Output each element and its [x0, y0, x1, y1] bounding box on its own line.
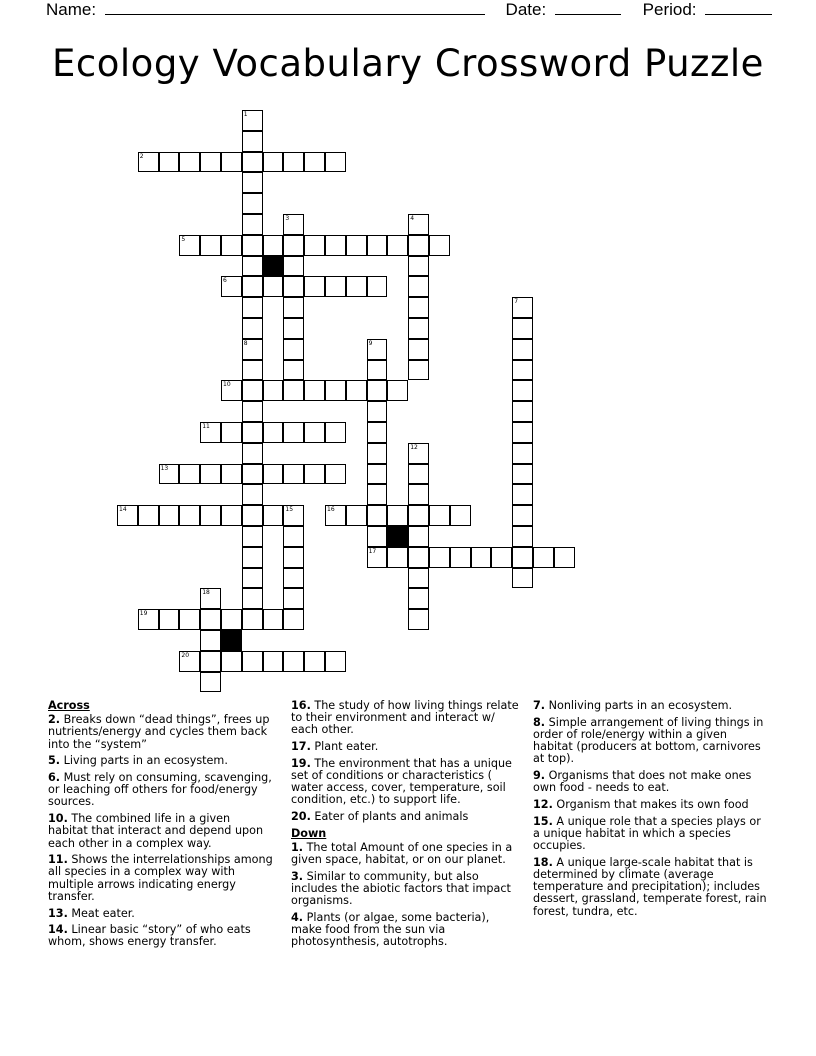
grid-cell[interactable] [325, 235, 346, 256]
clue-item [48, 813, 273, 850]
grid-cell[interactable] [200, 464, 221, 485]
grid-cell[interactable] [242, 588, 263, 609]
clue-item [533, 799, 769, 811]
clue-item [48, 854, 273, 903]
grid-cell[interactable] [283, 339, 304, 360]
grid-cell[interactable] [200, 630, 221, 651]
clue-text: The total Amount of one species in a given space, habitat, or on our planet. [291, 841, 513, 867]
grid-cell[interactable] [283, 152, 304, 173]
grid-cell[interactable] [159, 609, 180, 630]
clue-number-label: 1. [291, 841, 304, 855]
grid-cell[interactable] [242, 152, 263, 173]
clue-item [533, 700, 769, 712]
grid-cell[interactable] [429, 505, 450, 526]
grid-cell[interactable] [221, 505, 242, 526]
grid-cell[interactable] [242, 172, 263, 193]
grid-cell[interactable] [367, 526, 388, 547]
grid-cell[interactable] [304, 276, 325, 297]
grid-cell[interactable] [283, 360, 304, 381]
clue-text: Plant eater. [310, 740, 379, 754]
name-label: Name: [46, 0, 97, 19]
clue-text: Linear basic “story” of who eats whom, shows energy transfer. [48, 923, 251, 949]
clue-text: Organisms that does not make ones own food - needs to eat. [533, 769, 752, 795]
grid-cell[interactable] [242, 505, 263, 526]
clue-number: 7 [514, 298, 519, 306]
black-cell [263, 256, 284, 277]
clue-number-label: 14. [48, 923, 68, 937]
clue-number: 5 [181, 235, 186, 243]
grid-cell[interactable] [263, 422, 284, 443]
clue-item [533, 770, 769, 794]
clue-text: Plants (or algae, some bacteria), make food from the sun via photosynthesis, autotrophs. [291, 911, 490, 949]
grid-cell[interactable] [221, 380, 242, 401]
clue-item [48, 772, 273, 809]
grid-cell[interactable] [263, 235, 284, 256]
grid-cell[interactable] [325, 152, 346, 173]
grid-cell[interactable] [283, 568, 304, 589]
clue-item [291, 700, 523, 737]
grid-cell[interactable] [283, 235, 304, 256]
grid-cell[interactable] [346, 235, 367, 256]
grid-cell[interactable] [408, 214, 429, 235]
grid-cell[interactable] [367, 380, 388, 401]
grid-cell[interactable] [387, 380, 408, 401]
grid-cell[interactable] [346, 276, 367, 297]
grid-cell[interactable] [242, 297, 263, 318]
grid-cell[interactable] [242, 339, 263, 360]
grid-cell[interactable] [283, 297, 304, 318]
clue-text: Nonliving parts in an ecosystem. [545, 699, 733, 712]
clue-number-label: 15. [533, 814, 553, 828]
grid-cell[interactable] [242, 360, 263, 381]
clue-number-label: 18. [533, 855, 553, 869]
grid-cell[interactable] [242, 110, 263, 131]
clues-column-3 [533, 700, 769, 922]
grid-cell[interactable] [159, 464, 180, 485]
grid-cell[interactable] [221, 235, 242, 256]
grid-cell[interactable] [179, 505, 200, 526]
clue-text: The study of how living things relate to their environment and interact w/ each other. [291, 699, 519, 737]
clue-text: Organism that makes its own food [552, 797, 749, 811]
grid-cell[interactable] [242, 131, 263, 152]
grid-cell[interactable] [221, 464, 242, 485]
grid-cell[interactable] [304, 152, 325, 173]
clue-text: Eater of plants and animals [310, 810, 469, 824]
grid-cell[interactable] [304, 464, 325, 485]
clue-text: Simple arrangement of living things in order of role/energy within a given habitat (producers at bottom, carnivores at top). [533, 715, 764, 766]
grid-cell[interactable] [512, 297, 533, 318]
clue-number: 17 [368, 547, 377, 555]
grid-cell[interactable] [200, 152, 221, 173]
clue-number: 9 [368, 339, 373, 347]
clue-number: 16 [327, 506, 335, 514]
grid-cell[interactable] [408, 360, 429, 381]
clue-item [291, 741, 523, 753]
clue-item [291, 811, 523, 823]
grid-cell[interactable] [242, 526, 263, 547]
clue-number-label: 20. [291, 810, 311, 824]
grid-cell[interactable] [242, 464, 263, 485]
grid-cell[interactable] [283, 505, 304, 526]
clue-number: 19 [139, 610, 148, 618]
clue-number-label: 6. [48, 771, 61, 785]
clue-number-label: 8. [533, 715, 546, 729]
grid-cell[interactable] [367, 505, 388, 526]
grid-cell[interactable] [408, 526, 429, 547]
grid-cell[interactable] [512, 401, 533, 422]
clue-item [291, 871, 523, 908]
grid-cell[interactable] [325, 505, 346, 526]
clue-number-label: 7. [533, 699, 546, 712]
grid-cell[interactable] [242, 484, 263, 505]
grid-cell[interactable] [242, 443, 263, 464]
clue-number-label: 4. [291, 911, 304, 925]
clue-number: 10 [223, 381, 231, 389]
grid-cell[interactable] [512, 464, 533, 485]
clue-text: The environment that has a unique set of conditions or characteristics ( water access, cover, temperature, soil condition, etc.) to support life. [291, 756, 512, 807]
grid-cell[interactable] [346, 505, 367, 526]
grid-cell[interactable] [512, 380, 533, 401]
grid-cell[interactable] [263, 276, 284, 297]
grid-cell[interactable] [450, 505, 471, 526]
grid-cell[interactable] [408, 339, 429, 360]
grid-cell[interactable] [117, 505, 138, 526]
clue-number-label: 19. [291, 756, 311, 770]
grid-cell[interactable] [242, 547, 263, 568]
black-cell [387, 526, 408, 547]
grid-cell[interactable] [242, 568, 263, 589]
grid-cell[interactable] [367, 360, 388, 381]
clue-item [533, 717, 769, 766]
grid-cell[interactable] [512, 339, 533, 360]
grid-cell[interactable] [367, 547, 388, 568]
grid-cell[interactable] [242, 401, 263, 422]
down-heading: Down [291, 826, 327, 840]
grid-cell[interactable] [408, 609, 429, 630]
clue-item [291, 842, 523, 866]
grid-cell[interactable] [408, 256, 429, 277]
grid-cell[interactable] [450, 547, 471, 568]
grid-cell[interactable] [325, 464, 346, 485]
clue-number-label: 17. [291, 740, 311, 754]
clue-number: 15 [285, 506, 294, 514]
grid-cell[interactable] [283, 609, 304, 630]
grid-cell[interactable] [512, 505, 533, 526]
grid-cell[interactable] [200, 651, 221, 672]
grid-cell[interactable] [408, 235, 429, 256]
period-label: Period: [642, 0, 697, 19]
clue-text: Must rely on consuming, scavenging, or leaching off others for food/energy sources. [48, 771, 272, 809]
grid-cell[interactable] [346, 380, 367, 401]
grid-cell[interactable] [263, 152, 284, 173]
grid-cell[interactable] [512, 547, 533, 568]
clue-text: The combined life in a given habitat that interact and depend upon each other in a complex way. [48, 812, 264, 850]
black-cell [221, 630, 242, 651]
grid-cell[interactable] [200, 609, 221, 630]
grid-cell[interactable] [408, 547, 429, 568]
grid-cell[interactable] [138, 505, 159, 526]
clue-number: 2 [139, 152, 144, 160]
grid-cell[interactable] [408, 443, 429, 464]
clue-item [291, 758, 523, 807]
grid-cell[interactable] [242, 609, 263, 630]
grid-cell[interactable] [367, 422, 388, 443]
grid-cell[interactable] [512, 443, 533, 464]
clue-number: 12 [410, 443, 418, 451]
grid-cell[interactable] [179, 609, 200, 630]
grid-cell[interactable] [283, 256, 304, 277]
clues-column-2 [291, 700, 523, 953]
grid-cell[interactable] [179, 464, 200, 485]
clue-number-label: 3. [291, 869, 304, 883]
clue-number: 3 [285, 215, 290, 222]
grid-cell[interactable] [138, 609, 159, 630]
clue-number-label: 2. [48, 713, 61, 727]
grid-cell[interactable] [367, 276, 388, 297]
grid-cell[interactable] [387, 235, 408, 256]
clue-number: 14 [119, 506, 127, 514]
grid-cell[interactable] [283, 526, 304, 547]
grid-cell[interactable] [429, 547, 450, 568]
clue-number-label: 13. [48, 906, 68, 920]
clue-item [48, 714, 273, 751]
grid-cell[interactable] [304, 380, 325, 401]
grid-cell[interactable] [512, 568, 533, 589]
grid-cell[interactable] [159, 152, 180, 173]
grid-cell[interactable] [242, 318, 263, 339]
grid-cell[interactable] [554, 547, 575, 568]
grid-cell[interactable] [533, 547, 554, 568]
grid-cell[interactable] [263, 609, 284, 630]
grid-cell[interactable] [283, 547, 304, 568]
clue-number: 11 [202, 423, 210, 430]
grid-cell[interactable] [179, 651, 200, 672]
grid-cell[interactable] [304, 235, 325, 256]
grid-cell[interactable] [367, 464, 388, 485]
grid-cell[interactable] [408, 318, 429, 339]
clue-number-label: 12. [533, 797, 553, 811]
grid-cell[interactable] [325, 380, 346, 401]
grid-cell[interactable] [263, 464, 284, 485]
grid-cell[interactable] [263, 505, 284, 526]
clue-text: Meat eater. [67, 906, 135, 920]
clue-number: 18 [202, 589, 210, 597]
clue-item [533, 857, 769, 918]
grid-cell[interactable] [242, 422, 263, 443]
across-heading: Across [48, 699, 90, 712]
clues-column-1 [48, 700, 273, 953]
grid-cell[interactable] [283, 588, 304, 609]
grid-cell[interactable] [367, 484, 388, 505]
grid-cell[interactable] [179, 235, 200, 256]
grid-cell[interactable] [491, 547, 512, 568]
grid-cell[interactable] [242, 256, 263, 277]
grid-cell[interactable] [242, 235, 263, 256]
grid-cell[interactable] [429, 235, 450, 256]
clue-text: Living parts in an ecosystem. [60, 754, 228, 768]
grid-cell[interactable] [283, 380, 304, 401]
clue-text: Similar to community, but also includes the abiotic factors that impact organisms. [291, 869, 511, 908]
clue-number-label: 10. [48, 812, 68, 826]
clue-text: Breaks down “dead things”, frees up nutrients/energy and cycles them back into the “system” [48, 713, 270, 751]
grid-cell[interactable] [179, 152, 200, 173]
grid-cell[interactable] [408, 568, 429, 589]
grid-cell[interactable] [283, 422, 304, 443]
grid-cell[interactable] [159, 505, 180, 526]
grid-cell[interactable] [221, 152, 242, 173]
grid-cell[interactable] [408, 588, 429, 609]
grid-cell[interactable] [200, 672, 221, 693]
clue-text: A unique role that a species plays or a unique habitat in which a species occupies. [533, 814, 761, 853]
grid-cell[interactable] [325, 651, 346, 672]
clue-number: 8 [243, 339, 248, 347]
clue-number-label: 11. [48, 853, 68, 867]
grid-cell[interactable] [221, 609, 242, 630]
grid-cell[interactable] [283, 318, 304, 339]
grid-cell[interactable] [408, 276, 429, 297]
grid-cell[interactable] [263, 380, 284, 401]
clue-item [291, 912, 523, 949]
grid-cell[interactable] [512, 484, 533, 505]
grid-cell[interactable] [242, 276, 263, 297]
grid-cell[interactable] [283, 276, 304, 297]
grid-cell[interactable] [325, 422, 346, 443]
grid-cell[interactable] [221, 422, 242, 443]
grid-cell[interactable] [408, 505, 429, 526]
clue-number: 1 [243, 111, 248, 118]
clue-number: 6 [223, 277, 227, 285]
grid-cell[interactable] [408, 464, 429, 485]
page-title: Ecology Vocabulary Crossword Puzzle [52, 42, 764, 85]
grid-cell[interactable] [283, 464, 304, 485]
grid-cell[interactable] [387, 547, 408, 568]
grid-cell[interactable] [408, 484, 429, 505]
grid-cell[interactable] [325, 276, 346, 297]
grid-cell[interactable] [367, 339, 388, 360]
grid-cell[interactable] [200, 422, 221, 443]
clue-number-label: 5. [48, 754, 61, 768]
clue-text: A unique large-scale habitat that is determined by climate (average temperature and precipitation); includes dessert, grassland, temperate forest, rain forest, tundra, etc. [533, 855, 767, 918]
clue-item [48, 755, 273, 767]
grid-cell[interactable] [512, 422, 533, 443]
clue-number-label: 16. [291, 699, 311, 712]
grid-cell[interactable] [242, 193, 263, 214]
grid-cell[interactable] [200, 588, 221, 609]
grid-cell[interactable] [304, 651, 325, 672]
grid-cell[interactable] [242, 380, 263, 401]
grid-cell[interactable] [221, 276, 242, 297]
clue-number: 13 [160, 464, 169, 472]
clue-item [48, 908, 273, 920]
grid-cell[interactable] [242, 214, 263, 235]
grid-cell[interactable] [512, 318, 533, 339]
grid-cell[interactable] [242, 651, 263, 672]
clue-number: 4 [410, 215, 415, 222]
grid-cell[interactable] [200, 235, 221, 256]
grid-cell[interactable] [512, 526, 533, 547]
grid-cell[interactable] [221, 651, 242, 672]
grid-cell[interactable] [367, 235, 388, 256]
grid-cell[interactable] [200, 505, 221, 526]
clue-number: 20 [181, 651, 190, 659]
grid-cell[interactable] [283, 214, 304, 235]
grid-cell[interactable] [138, 152, 159, 173]
clue-item [48, 924, 273, 948]
clue-number-label: 9. [533, 769, 546, 783]
clue-text: Shows the interrelationships among all species in a complex way with multiple arrows indicating energy transfer. [48, 853, 273, 903]
grid-cell[interactable] [512, 360, 533, 381]
grid-cell[interactable] [283, 651, 304, 672]
grid-cell[interactable] [408, 297, 429, 318]
grid-cell[interactable] [471, 547, 492, 568]
grid-cell[interactable] [367, 401, 388, 422]
grid-cell[interactable] [304, 422, 325, 443]
grid-cell[interactable] [367, 443, 388, 464]
grid-cell[interactable] [387, 505, 408, 526]
clue-item [533, 816, 769, 853]
date-label: Date: [505, 0, 547, 19]
grid-cell[interactable] [263, 651, 284, 672]
